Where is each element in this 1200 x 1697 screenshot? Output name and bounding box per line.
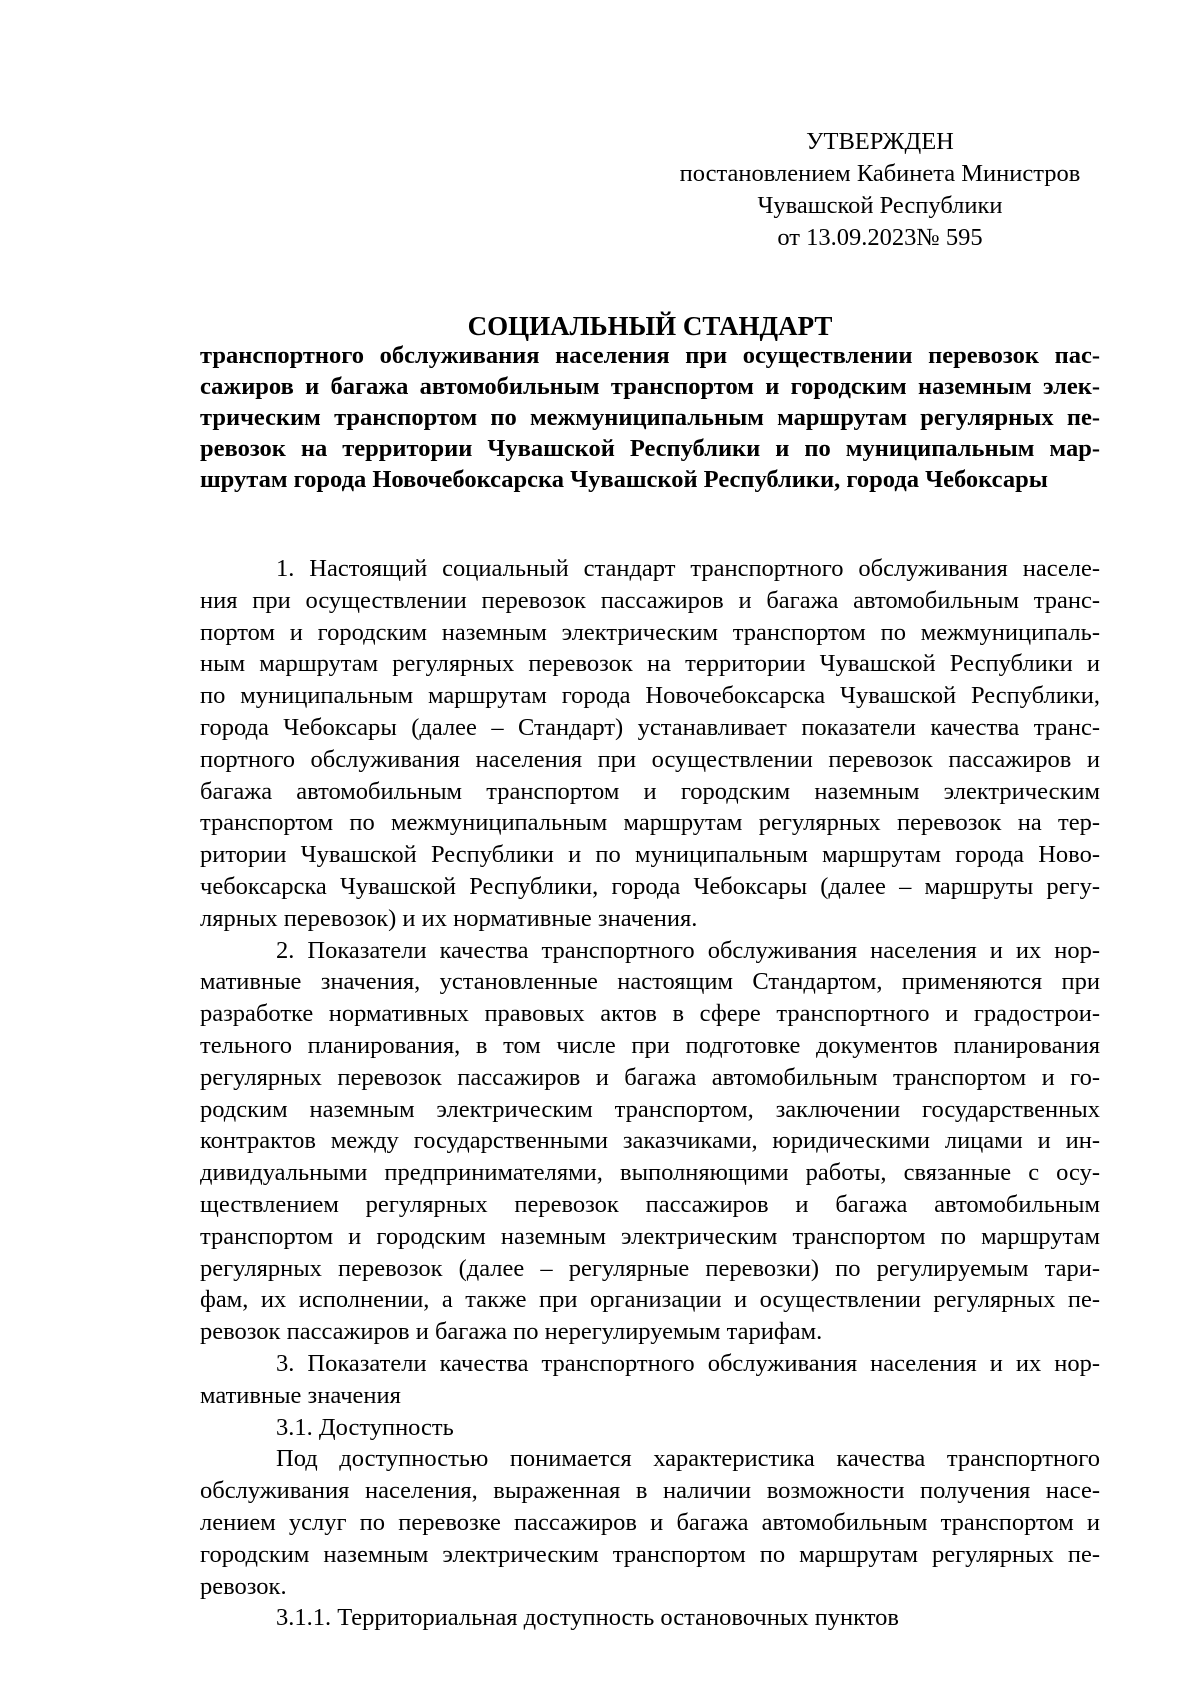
text-line: регулярных перевозок (далее – регулярные перевозки) по регулируемым тари- — [200, 1254, 1100, 1282]
text-line: транспортом по межмуниципальным маршрутам регулярных перевозок на тер- — [200, 809, 1100, 837]
text-line: обслуживания населения, выраженная в наличии возможности получения насе- — [200, 1477, 1100, 1505]
text-line: ния при осуществлении перевозок пассажиров и багажа автомобильным транс- — [200, 586, 1100, 614]
text-line: городским наземным электрическим транспортом по маршрутам регулярных пе- — [200, 1540, 1100, 1568]
approval-date-line — [660, 222, 1100, 254]
approval-number: № 595 — [916, 224, 983, 251]
approval-heading: УТВЕРЖДЕН — [806, 128, 954, 155]
document-title: СОЦИАЛЬНЫЙ СТАНДАРТ — [467, 311, 833, 341]
subtitle-line: сажиров и багажа автомобильным транспортом и городским наземным элек- — [200, 373, 1100, 400]
text-line: лярных перевозок) и их нормативные значения. — [200, 904, 698, 932]
text-line: 3.1.1. Территориальная доступность остановочных пунктов — [276, 1604, 899, 1632]
text-line: дивидуальными предпринимателями, выполняющими работы, связанные с осу- — [200, 1159, 1100, 1187]
text-line: ритории Чувашской Республики и по муниципальным маршрутам города Ново- — [200, 841, 1100, 869]
text-line: ревозок пассажиров и багажа по нерегулируемым тарифам. — [200, 1318, 823, 1346]
text-line: чебоксарска Чувашской Республики, города Чебоксары (далее – маршруты регу- — [200, 872, 1100, 900]
text-line: регулярных перевозок пассажиров и багажа автомобильным транспортом и го- — [200, 1063, 1100, 1091]
approval-date: от 13.09.2023 — [777, 224, 917, 251]
text-line: 2. Показатели качества транспортного обслуживания населения и их нор- — [276, 936, 1100, 964]
paragraph-1 — [200, 553, 1100, 935]
text-line: багажа автомобильным транспортом и городским наземным электрическим — [200, 777, 1100, 805]
approval-issuer: постановлением Кабинета Министров — [679, 160, 1081, 187]
text-line: разработке нормативных правовых актов в сфере транспортного и градострои- — [200, 1000, 1100, 1028]
text-line: Под доступностью понимается характеристика качества транспортного — [276, 1445, 1100, 1473]
subtitle-line: транспортного обслуживания населения при осуществлении перевозок пас- — [200, 342, 1100, 369]
text-line: транспортом и городским наземным электрическим транспортом по маршрутам — [200, 1222, 1100, 1250]
text-line: портного обслуживания населения при осуществлении перевозок пассажиров и — [200, 745, 1100, 773]
document-subtitle — [200, 340, 1100, 495]
text-line: по муниципальным маршрутам города Новочебоксарска Чувашской Республики, — [200, 682, 1100, 710]
text-line: мативные значения — [200, 1381, 401, 1409]
document-body — [200, 553, 1100, 1634]
text-line: фам, их исполнении, а также при организации и осуществлении регулярных пе- — [200, 1286, 1100, 1314]
text-line: ным маршрутам регулярных перевозок на территории Чувашской Республики и — [200, 650, 1100, 678]
section-heading-3-1 — [200, 1412, 1100, 1444]
text-line: портом и городским наземным электрическим транспортом по межмуниципаль- — [200, 618, 1100, 646]
text-line: 1. Настоящий социальный стандарт транспортного обслуживания населе- — [276, 555, 1100, 582]
section-heading-3-1-1 — [200, 1602, 1100, 1634]
text-line: города Чебоксары (далее – Стандарт) устанавливает показатели качества транс- — [200, 713, 1100, 741]
paragraph-2 — [200, 935, 1100, 1348]
paragraph-availability — [200, 1443, 1100, 1602]
subtitle-line: шрутам города Новочебоксарска Чувашской Республики, города Чебоксары — [200, 466, 1048, 493]
subtitle-line: ревозок на территории Чувашской Республики и по муниципальным мар- — [200, 435, 1100, 462]
paragraph-3 — [200, 1348, 1100, 1412]
text-line: ществлением регулярных перевозок пассажиров и багажа автомобильным — [200, 1190, 1100, 1218]
text-line: мативные значения, установленные настоящим Стандартом, применяются при — [200, 968, 1100, 996]
text-line: лением услуг по перевозке пассажиров и багажа автомобильным транспортом и — [200, 1508, 1100, 1536]
text-line: контрактов между государственными заказчиками, юридическими лицами и ин- — [200, 1127, 1100, 1155]
text-line: родским наземным электрическим транспортом, заключении государственных — [200, 1095, 1100, 1123]
approval-block — [660, 126, 1100, 254]
text-line: 3. Показатели качества транспортного обслуживания населения и их нор- — [276, 1349, 1100, 1377]
text-line: ревозок. — [200, 1572, 287, 1600]
text-line: 3.1. Доступность — [276, 1413, 454, 1441]
approval-republic: Чувашской Республики — [757, 192, 1003, 219]
subtitle-line: трическим транспортом по межмуниципальным маршрутам регулярных пе- — [200, 404, 1100, 431]
text-line: тельного планирования, в том числе при подготовке документов планирования — [200, 1031, 1100, 1059]
